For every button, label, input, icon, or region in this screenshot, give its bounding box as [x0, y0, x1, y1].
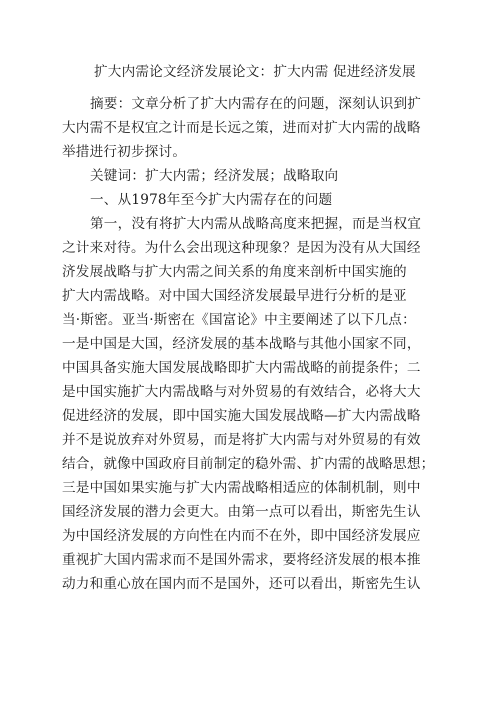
- document-title: 扩大内需论文经济发展论文：扩大内需 促进经济发展: [94, 64, 416, 80]
- body-line: 中国具备实施大国发展战略即扩大内需战略的前提条件；二: [62, 360, 421, 376]
- body-line: 重视扩大国内需求而不是国外需求，要将经济发展的根本推: [62, 552, 421, 568]
- body-line: 扩大内需战略。对中国大国经济发展最早进行分析的是亚: [62, 288, 407, 304]
- body-line: 并不是说放弃对外贸易，而是将扩大内需与对外贸易的有效: [62, 432, 421, 448]
- body-line: 当·斯密。亚当·斯密在《国富论》中主要阐述了以下几点：: [62, 312, 416, 328]
- abstract-line-3: 举措进行初步探讨。: [62, 144, 187, 160]
- abstract-line-2: 大内需不是权宜之计而是长远之策，进而对扩大内需的战略: [62, 120, 421, 136]
- body-line: 之计来对待。为什么会出现这种现象？是因为没有从大国经: [62, 240, 421, 256]
- body-line: 济发展战略与扩大内需之间关系的角度来剖析中国实施的: [62, 264, 407, 280]
- body-line: 为中国经济发展的方向性在内而不在外，即中国经济发展应: [62, 528, 421, 544]
- abstract-line-1: 摘要：文章分析了扩大内需存在的问题，深刻认识到扩: [90, 96, 422, 112]
- keywords-line: 关键词：扩大内需；经济发展；战略取向: [90, 168, 339, 184]
- body-line: 国经济发展的潜力会更大。由第一点可以看出，斯密先生认: [62, 504, 421, 520]
- section-heading: 一、从1978年至今扩大内需存在的问题: [90, 192, 333, 208]
- body-line: 是中国实施扩大内需战略与对外贸易的有效结合，必将大大: [62, 384, 421, 400]
- body-line: 动力和重心放在国内而不是国外，还可以看出，斯密先生认: [62, 576, 421, 592]
- body-line: 一是中国是大国，经济发展的基本战略与其他小国家不同，: [62, 336, 421, 352]
- body-line: 结合，就像中国政府目前制定的稳外需、扩内需的战略思想；: [62, 456, 435, 472]
- body-line: 第一，没有将扩大内需从战略高度来把握，而是当权宜: [90, 216, 422, 232]
- body-line: 促进经济的发展，即中国实施大国发展战略—扩大内需战略: [62, 408, 421, 424]
- body-line: 三是中国如果实施与扩大内需战略相适应的体制机制，则中: [62, 480, 421, 496]
